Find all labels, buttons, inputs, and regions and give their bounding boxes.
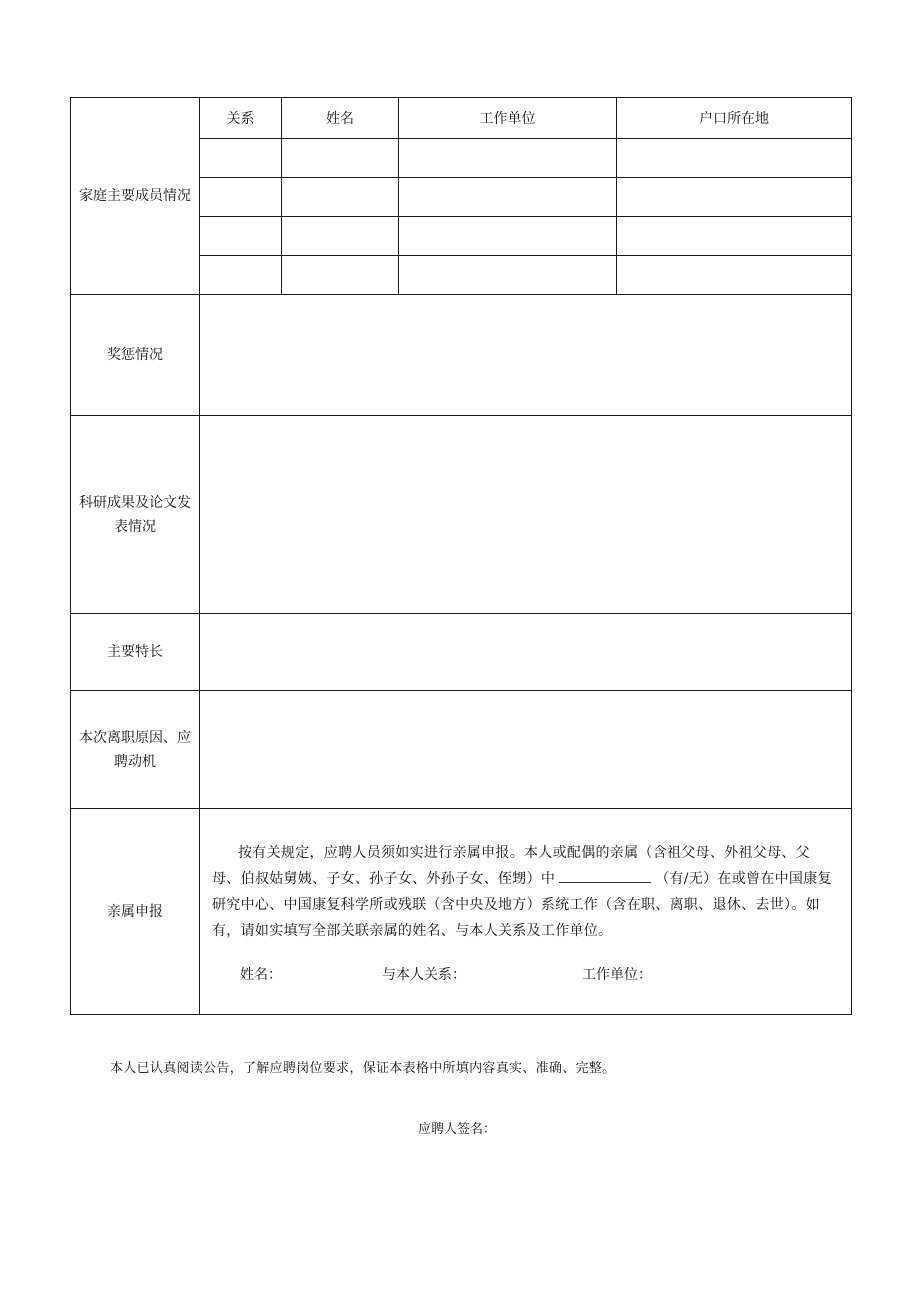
- family-relation-cell[interactable]: [200, 217, 282, 256]
- family-name-cell[interactable]: [282, 178, 399, 217]
- declaration-text: [212, 840, 837, 944]
- relative-declaration: [200, 809, 852, 1015]
- relative-name-label: 姓名：: [240, 967, 282, 983]
- family-registration-cell[interactable]: [617, 256, 852, 295]
- family-workplace-cell[interactable]: [399, 178, 617, 217]
- specialty-field[interactable]: [200, 614, 852, 691]
- family-header-row: [71, 98, 852, 139]
- header-relation: 关系: [200, 98, 282, 139]
- reason-label: 本次离职原因、应聘动机: [71, 691, 200, 809]
- research-field[interactable]: [200, 416, 852, 614]
- relative-fields: [200, 964, 851, 1004]
- rewards-label: 奖惩情况: [71, 295, 200, 416]
- rewards-row: [71, 295, 852, 416]
- research-row: [71, 416, 852, 614]
- header-workplace: 工作单位: [399, 98, 617, 139]
- reason-field[interactable]: [200, 691, 852, 809]
- relative-workplace-label: 工作单位：: [582, 967, 652, 983]
- declaration-text-after: （有/无）在或曾在中国康复研究中心、中国康复科学所或残联（含中央及地方）系统工作（含在职、离职、退休、去世）。如有，请如实填写全部关联亲属的姓名、与本人关系及工作单位。: [212, 871, 832, 939]
- family-name-cell[interactable]: [282, 217, 399, 256]
- declaration-text-before: 按有关规定，应聘人员须如实进行亲属申报。本人或配偶的亲属（含祖父母、外祖父母、父母、伯叔姑舅姨、子女、孙子女、外孙子女、侄甥）中: [212, 845, 810, 887]
- pledge-statement: 本人已认真阅读公告，了解应聘岗位要求，保证本表格中所填内容真实、准确、完整。: [110, 1061, 616, 1076]
- family-workplace-cell[interactable]: [399, 256, 617, 295]
- family-registration-cell[interactable]: [617, 139, 852, 178]
- family-members-label: 家庭主要成员情况: [71, 98, 200, 295]
- application-form-table: [70, 97, 852, 1015]
- specialty-row: [71, 614, 852, 691]
- header-household-registration: 户口所在地: [617, 98, 852, 139]
- relative-label: 亲属申报: [71, 809, 200, 1015]
- family-name-cell[interactable]: [282, 256, 399, 295]
- family-workplace-cell[interactable]: [399, 217, 617, 256]
- relative-row: [71, 809, 852, 1015]
- signature-label: 应聘人签名：: [418, 1122, 497, 1137]
- header-name: 姓名: [282, 98, 399, 139]
- research-label: 科研成果及论文发表情况: [71, 416, 200, 614]
- family-relation-cell[interactable]: [200, 139, 282, 178]
- has-relative-blank[interactable]: [559, 868, 651, 883]
- family-name-cell[interactable]: [282, 139, 399, 178]
- family-registration-cell[interactable]: [617, 217, 852, 256]
- specialty-label: 主要特长: [71, 614, 200, 691]
- relative-relation-label: 与本人关系：: [382, 967, 466, 983]
- family-relation-cell[interactable]: [200, 178, 282, 217]
- family-workplace-cell[interactable]: [399, 139, 617, 178]
- family-registration-cell[interactable]: [617, 178, 852, 217]
- rewards-field[interactable]: [200, 295, 852, 416]
- reason-row: [71, 691, 852, 809]
- family-relation-cell[interactable]: [200, 256, 282, 295]
